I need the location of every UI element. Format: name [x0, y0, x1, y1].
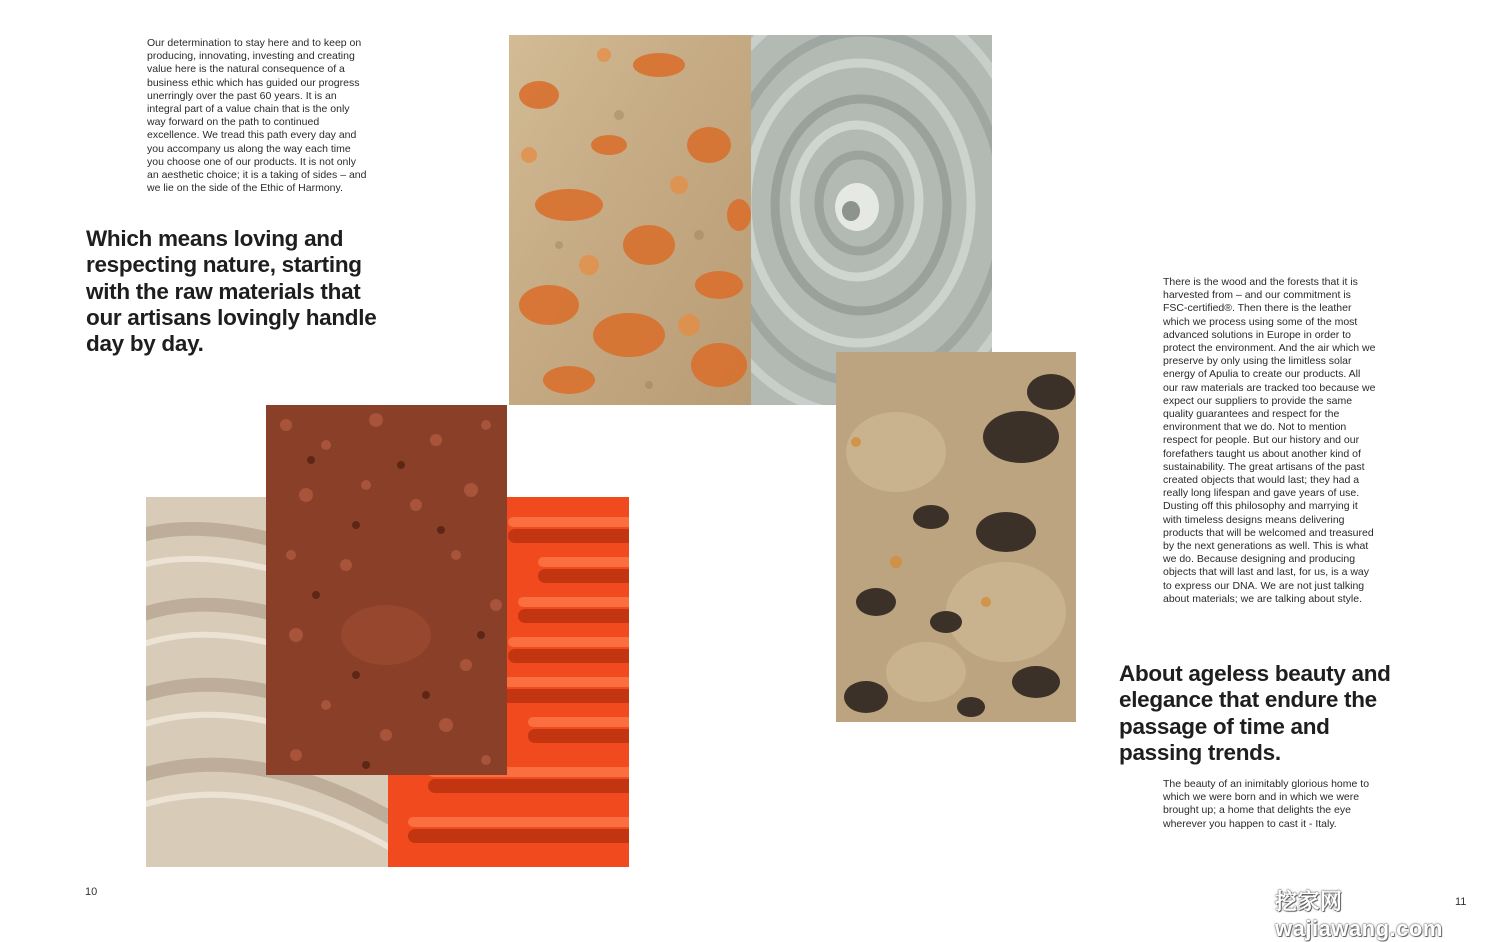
left-page-number: 10 — [85, 886, 98, 898]
right-headline: About ageless beauty and elegance that endure the passage of time and passing trends. — [1119, 661, 1391, 765]
orange-lichen-stone-photo — [509, 35, 751, 405]
watermark-text: 挖家网 wajiawang.com — [1275, 889, 1443, 941]
grey-fabric-rosette-photo — [751, 35, 992, 405]
left-headline: Which means loving and respecting nature, starting with the raw materials that our artisans lovingly handle day by day. — [86, 226, 377, 357]
red-gravel-photo — [266, 405, 507, 775]
right-page-number: 11 — [1455, 896, 1467, 908]
closing-paragraph: The beauty of an inimitably glorious home to which we were born and in which we were brought up; a home that delights the eye wherever you happen to cast it - Italy. — [1163, 778, 1370, 830]
intro-paragraph: Our determination to stay here and to keep on producing, innovating, investing and creating value here is the natural consequence of a business ethic which has guided our progress unerringly over the past 60 years. It is an integral part of a value chain that is the only way forward on the path to continued excellence. We tread this path every day and you accompany us along the way each time you choose one of our products. It is not only an aesthetic choice; it is a taking of sides – and we lie on the side of the Ethic of Harmony. — [147, 37, 367, 195]
dark-lichen-stone-photo — [836, 352, 1076, 722]
right-body-paragraph: There is the wood and the forests that it is harvested from – and our commitment is FSC-certified®. Then there is the leather which we process using some of the most advanced solutions in Europe in order to protect the environment. And the air which we preserve by only using the limitless solar energy of Apulia to create our products. All our raw materials are tracked too because we expect our suppliers to provide the same quality guarantees and respect for the environment that we do. Not to mention respect for people. But our history and our forefathers taught us about another kind of sustainability. The great artisans of the past created objects that would last; they had a really long lifespan and gave years of use. Dusting off this philosophy and marrying it with timeless designs means delivering products that will be welcomed and treasured by the next generations as well. This is what we do. Because designing and producing objects that will last and last, for us, is a way to express our DNA. We are not just talking about materials; we are talking about style. — [1163, 276, 1376, 605]
